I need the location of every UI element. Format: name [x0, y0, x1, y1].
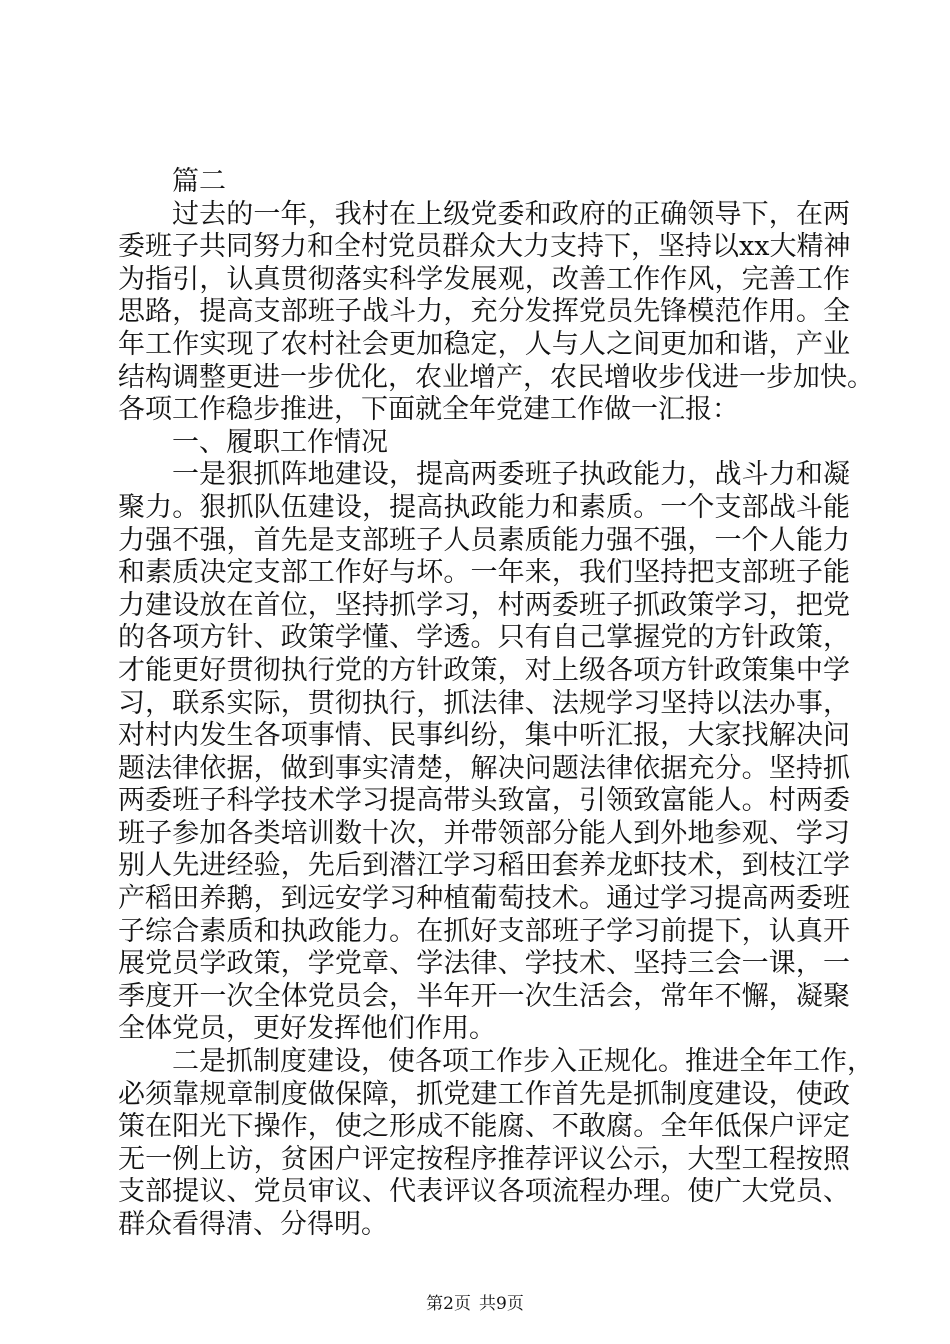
paragraph-line: 一是狠抓阵地建设，提高两委班子执政能力，战斗力和凝	[172, 459, 850, 491]
paragraph-line: 和素质决定支部工作好与坏。一年来，我们坚持把支部班子能	[118, 557, 850, 589]
paragraph-line: 力建设放在首位，坚持抓学习，村两委班子抓政策学习，把党	[118, 589, 850, 621]
page-footer	[0, 1294, 950, 1314]
paragraph-line-last: 各项工作稳步推进，下面就全年党建工作做一汇报：	[118, 394, 739, 426]
paragraph-line: 展党员学政策，学党章、学法律、学技术、坚持三会一课，一	[118, 948, 850, 980]
paragraph-line: 产稻田养鹅，到远安学习种植葡萄技术。通过学习提高两委班	[118, 883, 850, 915]
paragraph-line-last: 全体党员，更好发挥他们作用。	[118, 1013, 496, 1045]
paragraph-line: 年工作实现了农村社会更加稳定，人与人之间更加和谐，产业	[118, 328, 850, 360]
paragraph-line: 过去的一年，我村在上级党委和政府的正确领导下，在两	[172, 198, 850, 230]
paragraph-line: 策在阳光下操作，使之形成不能腐、不敢腐。全年低保户评定	[118, 1111, 850, 1143]
paragraph-line: 习，联系实际，贯彻执行，抓法律、法规学习坚持以法办事，	[118, 687, 850, 719]
paragraph-line: 思路，提高支部班子战斗力，充分发挥党员先锋模范作用。全	[118, 296, 850, 328]
paragraph-line: 才能更好贯彻执行党的方针政策，对上级各项方针政策集中学	[118, 654, 850, 686]
paragraph-line: 二是抓制度建设，使各项工作步入正规化。推进全年工作，	[172, 1046, 874, 1078]
paragraph-line: 无一例上访，贫困户评定按程序推荐评议公示，大型工程按照	[118, 1143, 850, 1175]
paragraph-line: 委班子共同努力和全村党员群众大力支持下，坚持以xx大精神	[118, 231, 851, 263]
paragraph-line: 必须靠规章制度做保障，抓党建工作首先是抓制度建设，使政	[118, 1078, 850, 1110]
paragraph-line: 对村内发生各项事情、民事纠纷，集中听汇报，大家找解决问	[118, 720, 850, 752]
paragraph-line: 力强不强，首先是支部班子人员素质能力强不强，一个人能力	[118, 524, 850, 556]
paragraph-line: 班子参加各类培训数十次，并带领部分能人到外地参观、学习	[118, 817, 850, 849]
document-body	[118, 166, 874, 1242]
paragraph-line-last: 群众看得清、分得明。	[118, 1209, 388, 1240]
paragraph-line: 别人先进经验，先后到潜江学习稻田套养龙虾技术，到枝江学	[118, 850, 850, 882]
page-number: 第2页	[426, 1294, 471, 1314]
paragraph-line: 子综合素质和执政能力。在抓好支部班子学习前提下，认真开	[118, 915, 850, 947]
paragraph-line: 支部提议、党员审议、代表评议各项流程办理。使广大党员、	[118, 1176, 850, 1208]
section-heading-pian-er: 篇二	[172, 166, 226, 197]
paragraph-line: 结构调整更进一步优化，农业增产，农民增收步伐进一步加快。	[118, 361, 874, 393]
paragraph-line: 的各项方针、政策学懂、学透。只有自己掌握党的方针政策，	[118, 622, 850, 654]
paragraph-line: 题法律依据，做到事实清楚，解决问题法律依据充分。坚持抓	[118, 752, 850, 784]
paragraph-line: 聚力。狠抓队伍建设，提高执政能力和素质。一个支部战斗能	[118, 491, 850, 523]
paragraph-line: 两委班子科学技术学习提高带头致富，引领致富能人。村两委	[118, 785, 850, 817]
paragraph-line: 为指引，认真贯彻落实科学发展观，改善工作作风，完善工作	[118, 263, 850, 295]
paragraph-line: 季度开一次全体党员会，半年开一次生活会，常年不懈，凝聚	[118, 980, 850, 1012]
page-total: 共9页	[479, 1294, 524, 1314]
section-heading-lvzhi: 一、履职工作情况	[172, 426, 388, 458]
